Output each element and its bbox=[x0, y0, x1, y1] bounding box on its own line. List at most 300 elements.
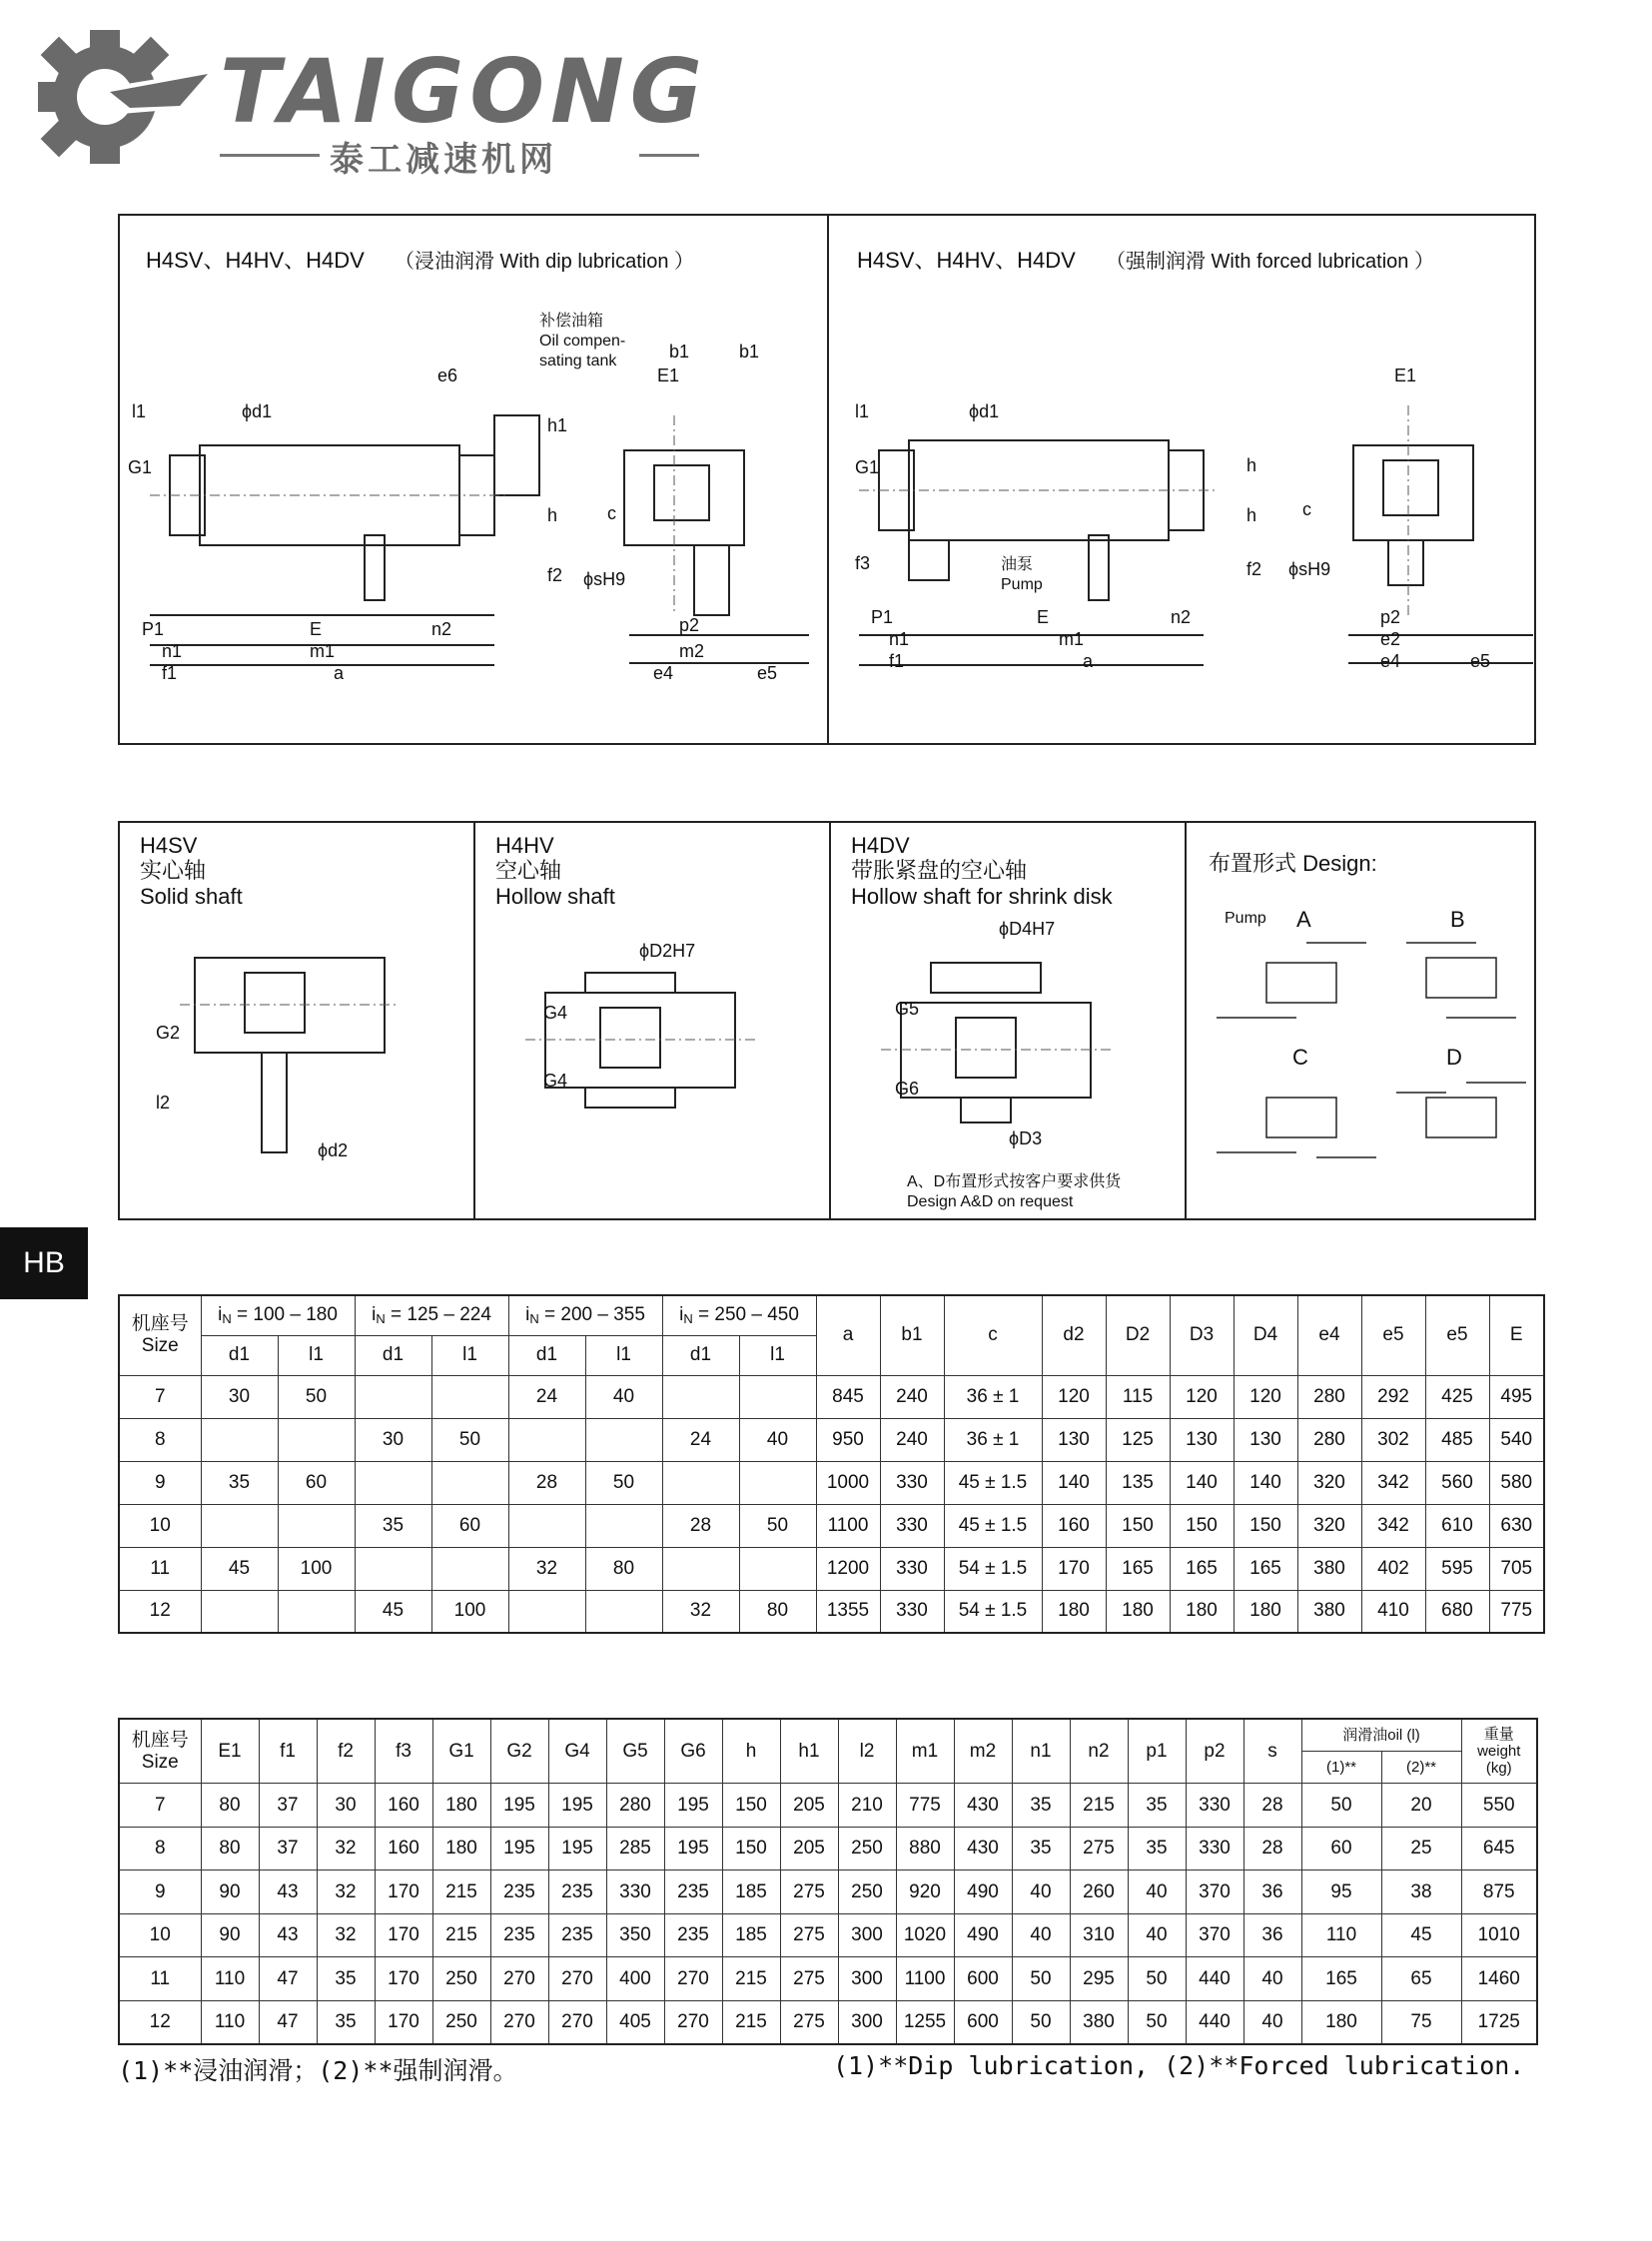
table2-cell: 310 bbox=[1070, 1913, 1128, 1957]
dim-E1-right: E1 bbox=[1394, 366, 1417, 385]
table2-cell: 275 bbox=[780, 1870, 838, 1914]
design-b-box bbox=[1426, 958, 1496, 998]
table1-cell: 24 bbox=[662, 1418, 739, 1461]
table1-iN-3: i bbox=[525, 1304, 530, 1326]
table2-cell: 110 bbox=[201, 2000, 259, 2044]
table1-cell: 1355 bbox=[816, 1590, 880, 1633]
table1-cell: 330 bbox=[880, 1504, 944, 1547]
table1-cell: 150 bbox=[1106, 1504, 1170, 1547]
table1-cell: 140 bbox=[1234, 1461, 1297, 1504]
table2-cell: 400 bbox=[606, 1957, 664, 2001]
dim-E1: E1 bbox=[657, 366, 680, 385]
table1-cell bbox=[662, 1461, 739, 1504]
table1-cell: 32 bbox=[662, 1590, 739, 1633]
table1-cell: 130 bbox=[1234, 1418, 1297, 1461]
h4dv-en: Hollow shaft for shrink disk bbox=[851, 883, 1113, 909]
table2-col-n2: n2 bbox=[1070, 1719, 1128, 1784]
table2-col-s: s bbox=[1243, 1719, 1301, 1784]
design-title: 布置形式 Design: bbox=[1209, 851, 1377, 876]
table1-size-en: Size bbox=[141, 1335, 179, 1357]
table2-col-h: h bbox=[722, 1719, 780, 1784]
h4dv-G5: G5 bbox=[895, 999, 920, 1019]
table1-ratio-range-3: = 200 – 355 bbox=[544, 1304, 645, 1326]
h4hv-en: Hollow shaft bbox=[495, 883, 615, 909]
gear-logo-icon bbox=[20, 22, 210, 172]
design-C: C bbox=[1292, 1045, 1308, 1070]
oil-tank bbox=[494, 415, 539, 495]
h4dv-D3: ϕD3 bbox=[1009, 1128, 1043, 1148]
table1-cell bbox=[662, 1547, 739, 1590]
table2-cell: 195 bbox=[664, 1784, 722, 1828]
design-A: A bbox=[1296, 907, 1311, 932]
table1-cell: 24 bbox=[508, 1375, 585, 1418]
table2-cell: 47 bbox=[259, 2000, 317, 2044]
table1-col-d2: d2 bbox=[1042, 1295, 1106, 1375]
table1-cell: 165 bbox=[1170, 1547, 1234, 1590]
table1-cell bbox=[739, 1547, 816, 1590]
table2-col-G1: G1 bbox=[432, 1719, 490, 1784]
table1-cell: 380 bbox=[1297, 1547, 1361, 1590]
table2-cell: 215 bbox=[432, 1913, 490, 1957]
table2-weight-en: weight bbox=[1477, 1743, 1521, 1761]
table1-cell bbox=[508, 1590, 585, 1633]
table1-iN-sub-3: N bbox=[529, 1311, 539, 1327]
table1-cell: 280 bbox=[1297, 1375, 1361, 1418]
table2-cell: 1255 bbox=[896, 2000, 954, 2044]
table1-col-b1: b1 bbox=[880, 1295, 944, 1375]
design-c-box bbox=[1266, 1098, 1336, 1137]
h4sv-l2: l2 bbox=[156, 1093, 171, 1113]
table1-iN-sub-4: N bbox=[683, 1311, 693, 1327]
right-lubrication-label: （强制润滑 With forced lubrication ） bbox=[1105, 251, 1434, 273]
table1-cell: 50 bbox=[278, 1375, 355, 1418]
right-model-label: H4SV、H4HV、H4DV bbox=[857, 248, 1076, 273]
table1-cell bbox=[431, 1375, 508, 1418]
table1-cell: 330 bbox=[880, 1547, 944, 1590]
dim-m2: m2 bbox=[679, 641, 705, 661]
table2-cell: 490 bbox=[954, 1870, 1012, 1914]
design-B: B bbox=[1450, 907, 1465, 932]
table1-cell: 50 bbox=[739, 1504, 816, 1547]
table1-col-a: a bbox=[816, 1295, 880, 1375]
table2-cell: 275 bbox=[780, 1957, 838, 2001]
table2-cell: 32 bbox=[317, 1870, 375, 1914]
table2-cell: 160 bbox=[375, 1827, 432, 1870]
table2-cell: 195 bbox=[548, 1827, 606, 1870]
table1-cell: 40 bbox=[739, 1418, 816, 1461]
table2-size-cn: 机座号 bbox=[131, 1729, 189, 1751]
table1-cell: 10 bbox=[119, 1504, 201, 1547]
table2-cell: 80 bbox=[201, 1784, 259, 1828]
table2-cell: 235 bbox=[490, 1913, 548, 1957]
table2-cell: 260 bbox=[1070, 1870, 1128, 1914]
table1-cell: 180 bbox=[1106, 1590, 1170, 1633]
table2-row bbox=[119, 1870, 1537, 1914]
table1-cell: 150 bbox=[1170, 1504, 1234, 1547]
tank-label-en2: sating tank bbox=[539, 353, 617, 370]
oil-pump bbox=[909, 540, 949, 580]
table2-cell: 430 bbox=[954, 1827, 1012, 1870]
dim-m1-right: m1 bbox=[1059, 629, 1085, 649]
table2-cell: 875 bbox=[1461, 1870, 1537, 1914]
forced-lubrication-drawing bbox=[829, 216, 1534, 743]
table1-cell bbox=[585, 1504, 662, 1547]
table2-cell: 235 bbox=[490, 1870, 548, 1914]
table1-cell: 580 bbox=[1489, 1461, 1544, 1504]
h4dv-cn: 带胀紧盘的空心轴 bbox=[851, 858, 1028, 884]
left-model-label: H4SV、H4HV、H4DV bbox=[146, 248, 365, 273]
table1-cell: 54 ± 1.5 bbox=[944, 1547, 1042, 1590]
table1-cell bbox=[431, 1461, 508, 1504]
h4sv-code: H4SV bbox=[140, 833, 198, 858]
dim-s-right: ϕsH9 bbox=[1288, 559, 1331, 579]
dim-f3-right: f3 bbox=[855, 553, 871, 573]
h4dv-note-en: Design A&D on request bbox=[907, 1193, 1074, 1210]
table2-cell: 920 bbox=[896, 1870, 954, 1914]
table1-col-e4: e4 bbox=[1297, 1295, 1361, 1375]
table2-col-p1: p1 bbox=[1128, 1719, 1186, 1784]
table2-cell: 330 bbox=[1186, 1784, 1243, 1828]
table2-cell: 35 bbox=[1128, 1827, 1186, 1870]
table1-cell: 80 bbox=[739, 1590, 816, 1633]
table1-cell: 45 ± 1.5 bbox=[944, 1461, 1042, 1504]
dim-n2-right: n2 bbox=[1171, 607, 1192, 627]
table1-cell: 35 bbox=[201, 1461, 278, 1504]
table1-cell: 130 bbox=[1170, 1418, 1234, 1461]
table1-col-c: c bbox=[944, 1295, 1042, 1375]
design-d-box bbox=[1426, 1098, 1496, 1137]
dim-p2: p2 bbox=[679, 615, 700, 635]
table2-cell: 185 bbox=[722, 1913, 780, 1957]
table2-col-h1: h1 bbox=[780, 1719, 838, 1784]
table1-cell: 1000 bbox=[816, 1461, 880, 1504]
table1-cell: 610 bbox=[1425, 1504, 1489, 1547]
table2-cell: 490 bbox=[954, 1913, 1012, 1957]
table1-cell: 45 bbox=[201, 1547, 278, 1590]
table2-header-row-1 bbox=[119, 1719, 1537, 1751]
table2-cell: 25 bbox=[1381, 1827, 1461, 1870]
table1-cell: 280 bbox=[1297, 1418, 1361, 1461]
h4dv-code: H4DV bbox=[851, 833, 910, 858]
table1-ratio-1 bbox=[201, 1295, 355, 1335]
table1-cell bbox=[585, 1590, 662, 1633]
dim-s: ϕsH9 bbox=[583, 569, 626, 589]
dim-e2-right: e2 bbox=[1380, 629, 1401, 649]
table1-sub-d1-1: d1 bbox=[201, 1335, 278, 1375]
dim-E: E bbox=[310, 619, 323, 639]
table2-cell: 1460 bbox=[1461, 1957, 1537, 2001]
dim-e5-right: e5 bbox=[1470, 651, 1491, 671]
table2-cell: 12 bbox=[119, 2000, 201, 2044]
dim-n1-right: n1 bbox=[889, 629, 910, 649]
table1-ratio-2 bbox=[355, 1295, 508, 1335]
table2-cell: 180 bbox=[432, 1827, 490, 1870]
table2-cell: 270 bbox=[548, 2000, 606, 2044]
h4dv-G6: G6 bbox=[895, 1079, 920, 1099]
table1-cell: 180 bbox=[1042, 1590, 1106, 1633]
table2-cell: 215 bbox=[432, 1870, 490, 1914]
table2-cell: 43 bbox=[259, 1870, 317, 1914]
table1-iN-1: i bbox=[218, 1304, 223, 1326]
table1-cell bbox=[662, 1375, 739, 1418]
table2-cell: 250 bbox=[838, 1870, 896, 1914]
table2-cell: 195 bbox=[490, 1827, 548, 1870]
table1-cell: 135 bbox=[1106, 1461, 1170, 1504]
table1-cell bbox=[739, 1461, 816, 1504]
table2-cell: 32 bbox=[317, 1827, 375, 1870]
table2-cell: 215 bbox=[722, 2000, 780, 2044]
table2-cell: 195 bbox=[490, 1784, 548, 1828]
table2-cell: 160 bbox=[375, 1784, 432, 1828]
table2-cell: 170 bbox=[375, 1870, 432, 1914]
table1-cell bbox=[355, 1547, 431, 1590]
h4sv-en: Solid shaft bbox=[140, 883, 243, 909]
table2-cell: 250 bbox=[432, 2000, 490, 2044]
table1-cell: 7 bbox=[119, 1375, 201, 1418]
dim-h1: h1 bbox=[547, 415, 568, 435]
table1-row bbox=[119, 1590, 1544, 1633]
table1-cell: 115 bbox=[1106, 1375, 1170, 1418]
dim-a: a bbox=[334, 663, 345, 683]
table2-cell: 250 bbox=[432, 1957, 490, 2001]
shrink-disk-drawing bbox=[831, 823, 1183, 1218]
table1-cell: 28 bbox=[662, 1504, 739, 1547]
table1-size-cn: 机座号 bbox=[131, 1313, 189, 1335]
table1-cell: 50 bbox=[431, 1418, 508, 1461]
table1-cell: 680 bbox=[1425, 1590, 1489, 1633]
table1-cell bbox=[431, 1547, 508, 1590]
dim-d1: ϕd1 bbox=[242, 401, 273, 421]
table1-cell: 8 bbox=[119, 1418, 201, 1461]
design-pump-label: Pump bbox=[1225, 910, 1266, 927]
table2-cell: 35 bbox=[1012, 1827, 1070, 1870]
table1-cell bbox=[355, 1375, 431, 1418]
table2-cell: 40 bbox=[1012, 1870, 1070, 1914]
table1-col-D4: D4 bbox=[1234, 1295, 1297, 1375]
table2-cell: 45 bbox=[1381, 1913, 1461, 1957]
dim-e4: e4 bbox=[653, 663, 674, 683]
table2-cell: 150 bbox=[722, 1784, 780, 1828]
dip-lubrication-drawing bbox=[120, 216, 825, 743]
solid-shaft-drawing bbox=[120, 823, 471, 1218]
table2-cell: 35 bbox=[1128, 1784, 1186, 1828]
table2-cell: 1020 bbox=[896, 1913, 954, 1957]
table1-cell: 28 bbox=[508, 1461, 585, 1504]
table2-cell: 430 bbox=[954, 1784, 1012, 1828]
dim-b1-b: b1 bbox=[739, 342, 760, 362]
table1-cell: 32 bbox=[508, 1547, 585, 1590]
table1-cell: 45 ± 1.5 bbox=[944, 1504, 1042, 1547]
table1-sub-l1-2: l1 bbox=[431, 1335, 508, 1375]
table1-col-D3: D3 bbox=[1170, 1295, 1234, 1375]
table2-cell: 350 bbox=[606, 1913, 664, 1957]
dim-h-right-b: h bbox=[1246, 505, 1257, 525]
table2-col-f3: f3 bbox=[375, 1719, 432, 1784]
table2-cell: 380 bbox=[1070, 2000, 1128, 2044]
table2-cell: 330 bbox=[606, 1870, 664, 1914]
table2-cell: 7 bbox=[119, 1784, 201, 1828]
table2-cell: 165 bbox=[1301, 1957, 1381, 2001]
h4hv-code: H4HV bbox=[495, 833, 554, 858]
table2-cell: 550 bbox=[1461, 1784, 1537, 1828]
table2-row bbox=[119, 1957, 1537, 2001]
table1-cell: 775 bbox=[1489, 1590, 1544, 1633]
table2-cell: 295 bbox=[1070, 1957, 1128, 2001]
table2-cell: 250 bbox=[838, 1827, 896, 1870]
table2-body bbox=[119, 1784, 1537, 2044]
table2-cell: 180 bbox=[1301, 2000, 1381, 2044]
shaft-variant-panel bbox=[118, 821, 1536, 1220]
table2-oil-forced: (2)** bbox=[1381, 1751, 1461, 1783]
table1-cell: 380 bbox=[1297, 1590, 1361, 1633]
table1-cell bbox=[508, 1504, 585, 1547]
table1-col-E: E bbox=[1489, 1295, 1544, 1375]
table1-cell: 705 bbox=[1489, 1547, 1544, 1590]
h4hv-D2: ϕD2H7 bbox=[639, 941, 696, 961]
dim-l1: l1 bbox=[132, 401, 147, 421]
table1-cell: 485 bbox=[1425, 1418, 1489, 1461]
h4sv-cn: 实心轴 bbox=[140, 858, 207, 884]
table2-cell: 90 bbox=[201, 1870, 259, 1914]
dim-P1: P1 bbox=[142, 619, 165, 639]
table2-cell: 28 bbox=[1243, 1784, 1301, 1828]
footnote-cn: (1)**浸油润滑；(2)**强制润滑。 bbox=[118, 2056, 518, 2085]
spec-table-2 bbox=[118, 1718, 1538, 2045]
dim-h-right-a: h bbox=[1246, 455, 1257, 475]
table1-cell bbox=[201, 1590, 278, 1633]
h4dv-note bbox=[907, 1172, 1121, 1212]
table2-cell: 210 bbox=[838, 1784, 896, 1828]
section-tab-hb[interactable]: HB bbox=[0, 1227, 88, 1299]
h4hv-cn: 空心轴 bbox=[495, 858, 562, 884]
table1-size-header bbox=[119, 1295, 201, 1375]
dim-c-right: c bbox=[1302, 499, 1311, 519]
table1-cell bbox=[278, 1504, 355, 1547]
brand-name-cn: 泰工减速机网 bbox=[330, 141, 557, 179]
table1-header-row-1 bbox=[119, 1295, 1544, 1335]
table2-cell: 38 bbox=[1381, 1870, 1461, 1914]
table2-col-G4: G4 bbox=[548, 1719, 606, 1784]
design-D: D bbox=[1446, 1045, 1462, 1070]
table2-cell: 40 bbox=[1128, 1913, 1186, 1957]
dim-h: h bbox=[547, 505, 558, 525]
table1-cell bbox=[201, 1504, 278, 1547]
h4sv-d2: ϕd2 bbox=[318, 1140, 349, 1160]
table2-row bbox=[119, 2000, 1537, 2044]
table2-cell: 1725 bbox=[1461, 2000, 1537, 2044]
table1-ratio-range-2: = 125 – 224 bbox=[391, 1304, 491, 1326]
table1-cell: 50 bbox=[585, 1461, 662, 1504]
table1-col-D2: D2 bbox=[1106, 1295, 1170, 1375]
table1-cell: 330 bbox=[880, 1590, 944, 1633]
table2-cell: 35 bbox=[1012, 1784, 1070, 1828]
table2-col-G5: G5 bbox=[606, 1719, 664, 1784]
table2-row bbox=[119, 1913, 1537, 1957]
table1-cell: 54 ± 1.5 bbox=[944, 1590, 1042, 1633]
table2-cell: 645 bbox=[1461, 1827, 1537, 1870]
table1-iN-sub-2: N bbox=[376, 1311, 386, 1327]
table1-cell: 845 bbox=[816, 1375, 880, 1418]
table2-cell: 35 bbox=[317, 1957, 375, 2001]
table1-cell: 302 bbox=[1361, 1418, 1425, 1461]
table1-cell: 240 bbox=[880, 1375, 944, 1418]
table2-cell: 28 bbox=[1243, 1827, 1301, 1870]
table1-cell: 60 bbox=[431, 1504, 508, 1547]
table2-col-p2: p2 bbox=[1186, 1719, 1243, 1784]
table2-col-l2: l2 bbox=[838, 1719, 896, 1784]
table2-weight-header bbox=[1461, 1719, 1537, 1784]
table2-cell: 35 bbox=[317, 2000, 375, 2044]
table2-cell: 440 bbox=[1186, 2000, 1243, 2044]
table2-col-m1: m1 bbox=[896, 1719, 954, 1784]
table1-cell bbox=[508, 1418, 585, 1461]
table1-iN-sub-1: N bbox=[222, 1311, 232, 1327]
table2-cell: 370 bbox=[1186, 1913, 1243, 1957]
table2-cell: 36 bbox=[1243, 1913, 1301, 1957]
table1-col-e5-a: e5 bbox=[1361, 1295, 1425, 1375]
table2-cell: 300 bbox=[838, 2000, 896, 2044]
h4dv-note-cn: A、D布置形式按客户要求供货 bbox=[907, 1173, 1122, 1190]
table1-cell: 495 bbox=[1489, 1375, 1544, 1418]
table1-cell: 80 bbox=[585, 1547, 662, 1590]
table2-cell: 275 bbox=[780, 2000, 838, 2044]
dim-G1-right: G1 bbox=[855, 457, 880, 477]
table2-col-G2: G2 bbox=[490, 1719, 548, 1784]
h4sv-G2: G2 bbox=[156, 1023, 181, 1043]
table1-cell: 100 bbox=[278, 1547, 355, 1590]
table2-cell: 65 bbox=[1381, 1957, 1461, 2001]
table2-cell: 170 bbox=[375, 2000, 432, 2044]
table2-col-f1: f1 bbox=[259, 1719, 317, 1784]
table2-cell: 775 bbox=[896, 1784, 954, 1828]
table2-cell: 47 bbox=[259, 1957, 317, 2001]
table2-cell: 300 bbox=[838, 1913, 896, 1957]
table2-cell: 50 bbox=[1012, 1957, 1070, 2001]
table1-row bbox=[119, 1461, 1544, 1504]
table2-cell: 11 bbox=[119, 1957, 201, 2001]
table2-cell: 50 bbox=[1012, 2000, 1070, 2044]
dim-f2: f2 bbox=[547, 565, 563, 585]
table1-cell: 342 bbox=[1361, 1504, 1425, 1547]
brand-divider-right bbox=[639, 154, 699, 157]
table2-col-n1: n1 bbox=[1012, 1719, 1070, 1784]
table2-cell: 195 bbox=[548, 1784, 606, 1828]
table1-cell: 12 bbox=[119, 1590, 201, 1633]
table2-cell: 20 bbox=[1381, 1784, 1461, 1828]
table1-cell: 560 bbox=[1425, 1461, 1489, 1504]
table2-cell: 50 bbox=[1128, 2000, 1186, 2044]
table2-cell: 32 bbox=[317, 1913, 375, 1957]
pump-label-cn: 油泵 bbox=[1001, 556, 1034, 573]
table1-cell: 595 bbox=[1425, 1547, 1489, 1590]
table2-cell: 30 bbox=[317, 1784, 375, 1828]
table2-cell: 235 bbox=[548, 1913, 606, 1957]
table2-cell: 110 bbox=[201, 1957, 259, 2001]
table1-cell: 35 bbox=[355, 1504, 431, 1547]
brand-divider-left bbox=[220, 154, 320, 157]
brand-name: TAIGONG bbox=[220, 40, 708, 143]
table1-cell: 320 bbox=[1297, 1504, 1361, 1547]
hollow-shaft-drawing bbox=[475, 823, 827, 1218]
table2-cell: 330 bbox=[1186, 1827, 1243, 1870]
table2-cell: 300 bbox=[838, 1957, 896, 2001]
table2-col-E1: E1 bbox=[201, 1719, 259, 1784]
table1-cell: 180 bbox=[1234, 1590, 1297, 1633]
table1-sub-d1-4: d1 bbox=[662, 1335, 739, 1375]
table1-iN-4: i bbox=[679, 1304, 684, 1326]
dim-l1-right: l1 bbox=[855, 401, 870, 421]
footnote-en: (1)**Dip lubrication, (2)**Forced lubrication. bbox=[833, 2051, 1525, 2080]
